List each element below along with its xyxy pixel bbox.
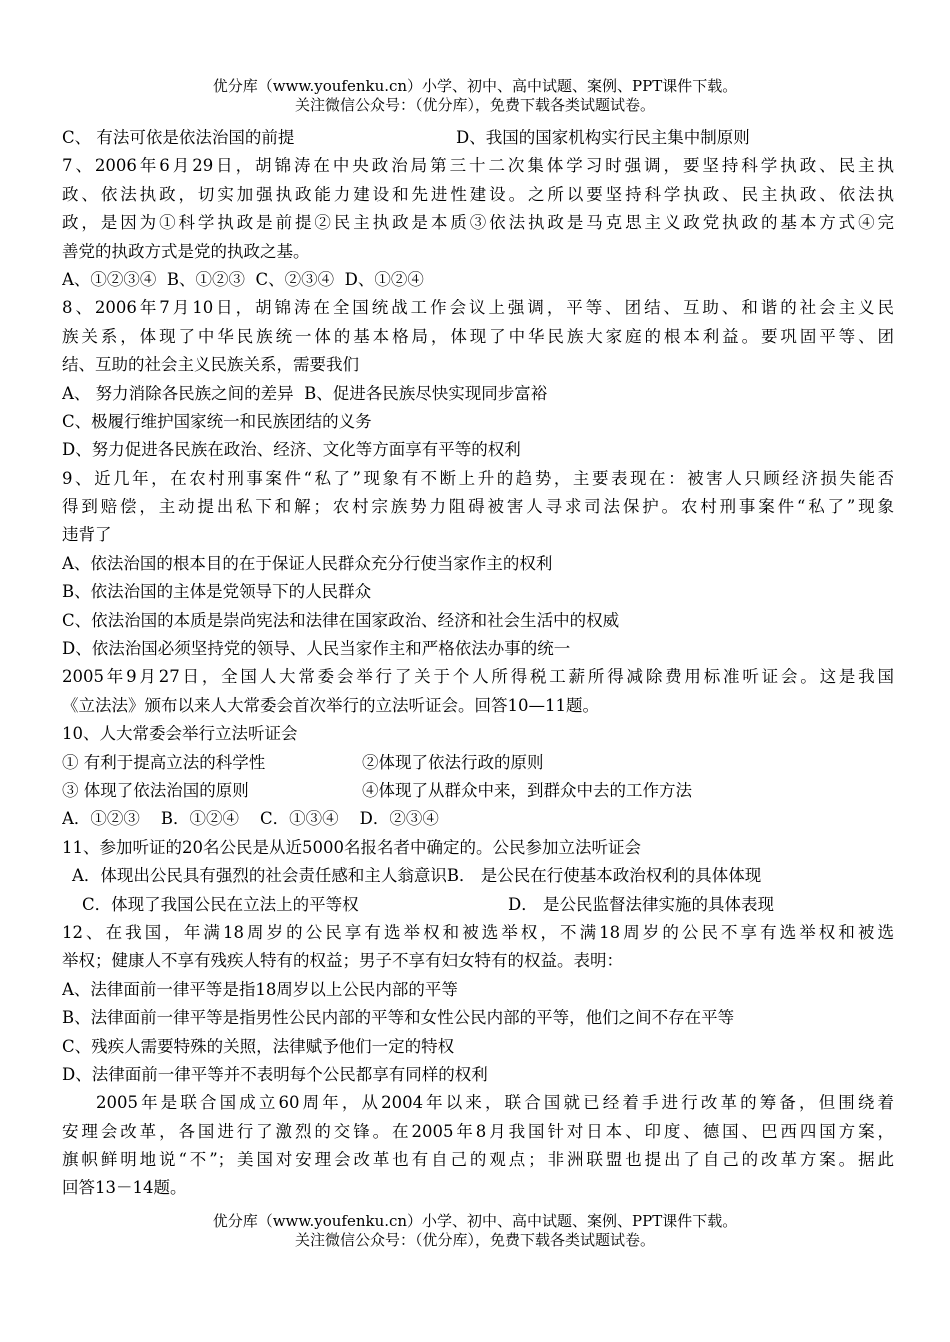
header-line-1: 优分库（www.youfenku.cn）小学、初中、高中试题、案例、PPT课件下载。 (212, 77, 738, 95)
material-line-1: 2005年9月27日，全国人大常委会举行了关于个人所得税工薪所得减除费用标准听证会。这是我国 (62, 667, 894, 687)
q9-option-c: C、依法治国的本质是崇尚宪法和法律在国家政治、经济和社会生活中的权威 (62, 610, 620, 630)
q9-option-d: D、依法治国必须坚持党的领导、人民当家作主和严格依法办事的统一 (62, 639, 571, 659)
q6-options-cd (62, 124, 894, 152)
q10-item-2: ②体现了依法行政的原则 (362, 752, 544, 772)
q10-options: A．①②③ B．①②④ C．①③④ D．②③④ (62, 809, 439, 829)
q9-stem-line-1: 9、近几年，在农村刑事案件“私了”现象有不断上升的趋势，主要表现在：被害人只顾经济损失能否 (62, 468, 894, 488)
q12-stem-line-1: 12、在我国，年满18周岁的公民享有选举权和被选举权，不满18周岁的公民不享有选举权和被选 (62, 922, 894, 942)
q7-stem-line-2: 政、依法执政，切实加强执政能力建设和先进性建设。之所以要坚持科学执政、民主执政、依法执 (62, 184, 894, 204)
q8-option-d: D、努力促进各民族在政治、经济、文化等方面享有平等的权利 (62, 440, 521, 460)
q11-option-c: C．体现了我国公民在立法上的平等权 (82, 894, 359, 914)
q9-option-a: A、依法治国的根本目的在于保证人民群众充分行使当家作主的权利 (62, 553, 553, 573)
q8-option-c: C、极履行维护国家统一和民族团结的义务 (62, 411, 372, 431)
q6-option-c: C、 有法可依是依法治国的前提 (62, 128, 295, 147)
q10-item-3: ③ 体现了依法治国的原则 (62, 780, 249, 800)
q7-stem-line-4: 善党的执政方式是党的执政之基。 (62, 241, 310, 261)
q6-option-d: D、我国的国家机构实行民主集中制原则 (456, 128, 750, 147)
q9-stem-line-2: 得到赔偿，主动提出私下和解；农村宗族势力阻碍被害人寻求司法保护。农村刑事案件“私了”现象 (62, 497, 894, 517)
q11-options-ab: A．体现出公民具有强烈的社会责任感和主人翁意识B． 是公民在行使基本政治权利的具体体现 (72, 866, 762, 886)
q9-option-b: B、依法治国的主体是党领导下的人民群众 (62, 582, 372, 602)
passage-line-4: 回答13－14题。 (62, 1178, 187, 1198)
q12-option-c: C、残疾人需要特殊的关照，法律赋予他们一定的特权 (62, 1036, 455, 1056)
document-body (62, 124, 894, 1203)
q7-stem-line-3: 政，是因为①科学执政是前提②民主执政是本质③依法执政是马克思主义政党执政的基本方式④完 (62, 213, 894, 233)
q11-options-cd (62, 891, 894, 919)
q10-item-4: ④体现了从群众中来，到群众中去的工作方法 (362, 780, 692, 800)
page-header (0, 77, 950, 115)
q9-stem-line-3: 违背了 (62, 525, 112, 545)
q8-options-ab: A、 努力消除各民族之间的差异 B、促进各民族尽快实现同步富裕 (62, 383, 548, 403)
footer-line-1: 优分库（www.youfenku.cn）小学、初中、高中试题、案例、PPT课件下载。 (212, 1212, 738, 1230)
q8-stem-line-1: 8、2006年7月10日，胡锦涛在全国统战工作会议上强调，平等、团结、互助、和谐的社会主义民 (62, 298, 894, 318)
q10-stem: 10、人大常委会举行立法听证会 (62, 724, 298, 744)
passage-line-2: 安理会改革，各国进行了激烈的交锋。在2005年8月我国针对日本、印度、德国、巴西四国方案， (62, 1121, 894, 1141)
q8-stem-line-2: 族关系，体现了中华民族统一体的基本格局，体现了中华民族大家庭的根本利益。要巩固平等、团 (62, 326, 894, 346)
q11-stem: 11、参加听证的20名公民是从近5000名报名者中确定的。公民参加立法听证会 (62, 837, 641, 857)
q12-option-b: B、法律面前一律平等是指男性公民内部的平等和女性公民内部的平等，他们之间不存在平等 (62, 1008, 735, 1028)
q7-options: A、①②③④ B、①②③ C、②③④ D、①②④ (62, 269, 424, 289)
page-footer (0, 1212, 950, 1250)
q12-option-a: A、法律面前一律平等是指18周岁以上公民内部的平等 (62, 979, 458, 999)
q7-stem-line-1: 7、2006年6月29日，胡锦涛在中央政治局第三十二次集体学习时强调，要坚持科学执政、民主执 (62, 156, 894, 176)
passage-line-1: 2005年是联合国成立60周年，从2004年以来，联合国就已经着手进行改革的筹备，但围绕着 (96, 1093, 894, 1113)
q10-item-1: ① 有利于提高立法的科学性 (62, 752, 266, 772)
q12-stem-line-2: 举权；健康人不享有残疾人特有的权益；男子不享有妇女特有的权益。表明： (62, 951, 623, 971)
q12-option-d: D、法律面前一律平等并不表明每个公民都享有同样的权利 (62, 1064, 488, 1084)
passage-line-3: 旗帜鲜明地说“不”；美国对安理会改革也有自己的观点；非洲联盟也提出了自己的改革方案。据此 (62, 1150, 894, 1170)
footer-line-2: 关注微信公众号：（优分库），免费下载各类试题试卷。 (294, 1231, 655, 1249)
material-line-2: 《立法法》颁布以来人大常委会首次举行的立法听证会。回答10—11题。 (62, 695, 599, 715)
header-line-2: 关注微信公众号：（优分库），免费下载各类试题试卷。 (294, 96, 655, 114)
q11-option-d: D． 是公民监督法律实施的具体表现 (508, 894, 774, 914)
q10-items-12 (62, 749, 894, 777)
q10-items-34 (62, 777, 894, 805)
q8-stem-line-3: 结、互助的社会主义民族关系，需要我们 (62, 355, 359, 375)
